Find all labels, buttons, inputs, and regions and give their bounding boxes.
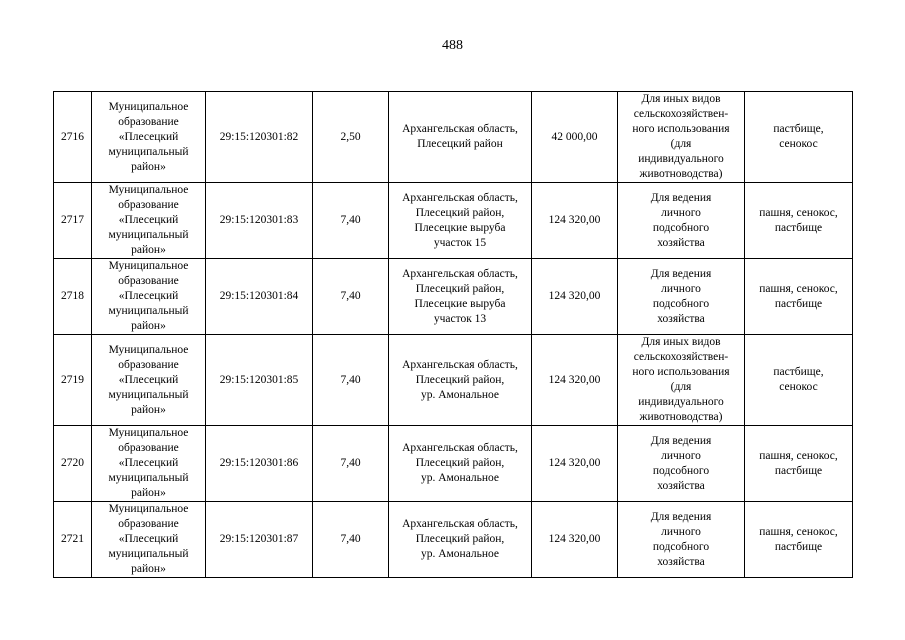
owner-cell: Муниципальное образование «Плесецкий муниципальный район» (92, 502, 206, 578)
row-number: 2716 (54, 92, 92, 183)
owner-cell: Муниципальное образование «Плесецкий муниципальный район» (92, 259, 206, 335)
price-cell: 124 320,00 (532, 426, 618, 502)
page-number: 488 (442, 38, 463, 53)
cadastral-number-cell: 29:15:120301:83 (206, 183, 313, 259)
owner-cell: Муниципальное образование «Плесецкий муниципальный район» (92, 183, 206, 259)
permitted-use-cell: Для иных видов сельскохозяйствен- ного использования (для индивидуального животноводства) (618, 92, 745, 183)
cadastral-number-cell: 29:15:120301:82 (206, 92, 313, 183)
price-cell: 124 320,00 (532, 335, 618, 426)
cadastral-number-cell: 29:15:120301:86 (206, 426, 313, 502)
table-row (54, 335, 853, 426)
row-number: 2718 (54, 259, 92, 335)
table-row (54, 502, 853, 578)
address-cell: Архангельская область, Плесецкий район, ур. Амональное (389, 335, 532, 426)
land-type-cell: пастбище, сенокос (745, 335, 853, 426)
row-number: 2721 (54, 502, 92, 578)
area-cell: 2,50 (313, 92, 389, 183)
area-cell: 7,40 (313, 426, 389, 502)
row-number: 2719 (54, 335, 92, 426)
price-cell: 42 000,00 (532, 92, 618, 183)
table-row (54, 92, 853, 183)
permitted-use-cell: Для иных видов сельскохозяйствен- ного использования (для индивидуального животноводства) (618, 335, 745, 426)
address-cell: Архангельская область, Плесецкий район, Плесецкие выруба участок 15 (389, 183, 532, 259)
land-type-cell: пашня, сенокос, пастбище (745, 183, 853, 259)
permitted-use-cell: Для ведения личного подсобного хозяйства (618, 502, 745, 578)
land-type-cell: пашня, сенокос, пастбище (745, 259, 853, 335)
address-cell: Архангельская область, Плесецкий район, ур. Амональное (389, 502, 532, 578)
cadastral-number-cell: 29:15:120301:87 (206, 502, 313, 578)
permitted-use-cell: Для ведения личного подсобного хозяйства (618, 426, 745, 502)
area-cell: 7,40 (313, 335, 389, 426)
owner-cell: Муниципальное образование «Плесецкий муниципальный район» (92, 426, 206, 502)
table-row (54, 183, 853, 259)
land-type-cell: пашня, сенокос, пастбище (745, 426, 853, 502)
cadastral-number-cell: 29:15:120301:84 (206, 259, 313, 335)
owner-cell: Муниципальное образование «Плесецкий муниципальный район» (92, 335, 206, 426)
land-type-cell: пашня, сенокос, пастбище (745, 502, 853, 578)
cadastral-number-cell: 29:15:120301:85 (206, 335, 313, 426)
row-number: 2720 (54, 426, 92, 502)
owner-cell: Муниципальное образование «Плесецкий муниципальный район» (92, 92, 206, 183)
land-registry-table (53, 91, 853, 578)
price-cell: 124 320,00 (532, 502, 618, 578)
address-cell: Архангельская область, Плесецкий район, Плесецкие выруба участок 13 (389, 259, 532, 335)
address-cell: Архангельская область, Плесецкий район, ур. Амональное (389, 426, 532, 502)
address-cell: Архангельская область, Плесецкий район (389, 92, 532, 183)
area-cell: 7,40 (313, 259, 389, 335)
permitted-use-cell: Для ведения личного подсобного хозяйства (618, 259, 745, 335)
table-row (54, 259, 853, 335)
area-cell: 7,40 (313, 502, 389, 578)
permitted-use-cell: Для ведения личного подсобного хозяйства (618, 183, 745, 259)
row-number: 2717 (54, 183, 92, 259)
table-row (54, 426, 853, 502)
area-cell: 7,40 (313, 183, 389, 259)
price-cell: 124 320,00 (532, 259, 618, 335)
price-cell: 124 320,00 (532, 183, 618, 259)
land-type-cell: пастбище, сенокос (745, 92, 853, 183)
